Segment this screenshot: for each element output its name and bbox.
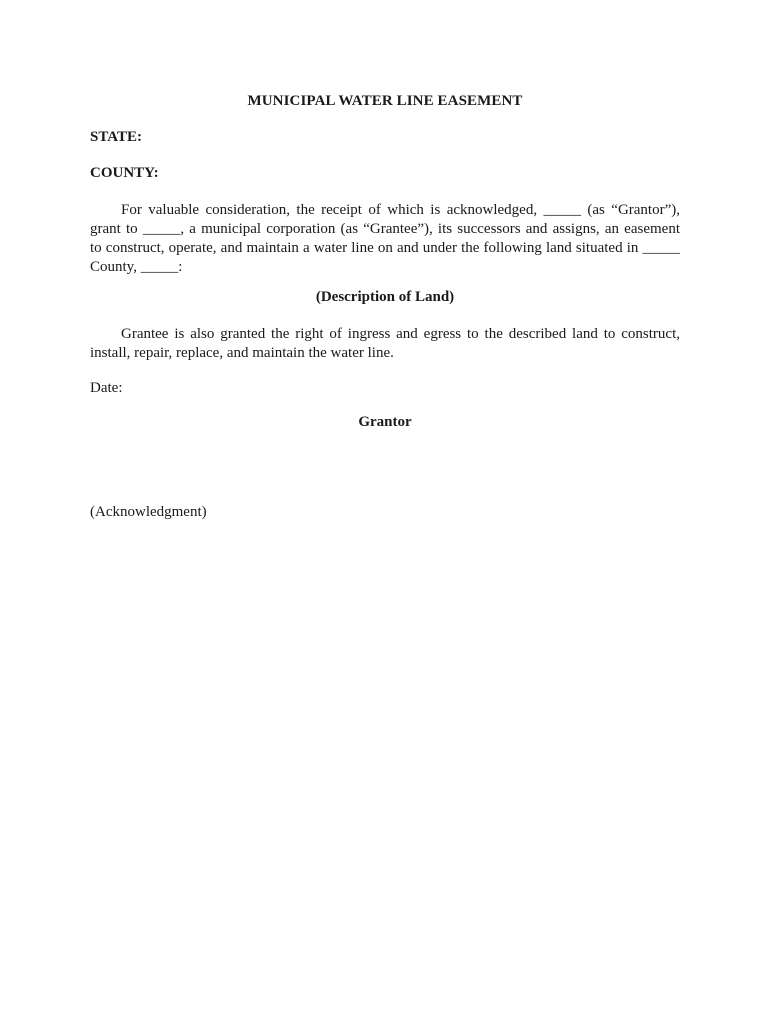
county-label: COUNTY: [90,165,159,181]
description-heading: (Description of Land) [315,289,455,305]
document-title: MUNICIPAL WATER LINE EASEMENT [247,93,523,109]
paragraph-line: Grantee is also granted the right of ingress and egress to the described land to construct, [121,326,680,342]
paragraph-line: County, _____: [90,259,183,275]
paragraph-line: For valuable consideration, the receipt of which is acknowledged, _____ (as “Grantor”), [121,202,680,218]
grantor-label: Grantor [358,414,412,430]
ingress-paragraph [90,325,680,363]
paragraph-line: to construct, operate, and maintain a water line on and under the following land situated in _____ [90,240,680,256]
consideration-paragraph [90,201,680,277]
date-label: Date: [90,380,123,396]
paragraph-line: grant to _____, a municipal corporation (as “Grantee”), its successors and assigns, an easement [90,221,680,237]
state-label: STATE: [90,129,142,145]
paragraph-line: install, repair, replace, and maintain the water line. [90,345,394,361]
acknowledgment-label: (Acknowledgment) [90,504,207,520]
